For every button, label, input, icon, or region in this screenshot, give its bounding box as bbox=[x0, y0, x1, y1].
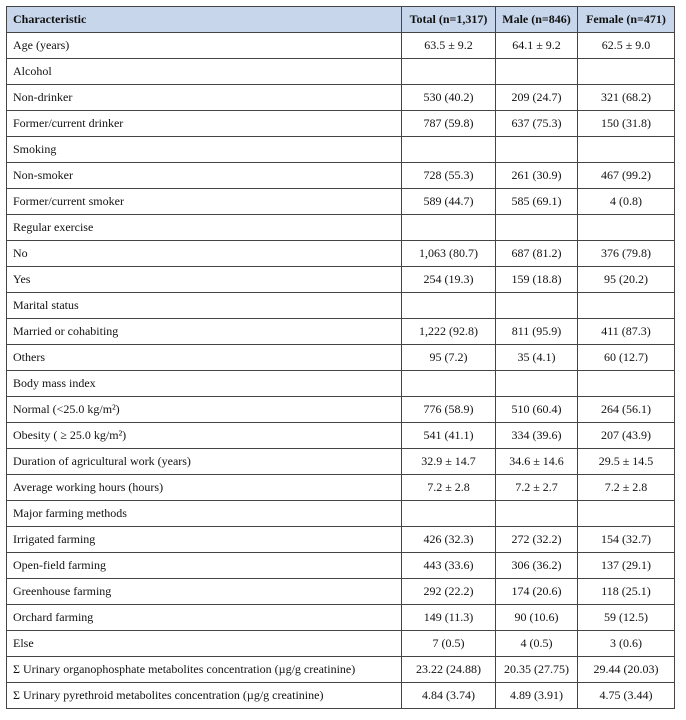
female-cell: 467 (99.2) bbox=[578, 163, 675, 189]
characteristic-cell: Yes bbox=[7, 267, 402, 293]
characteristic-cell: Regular exercise bbox=[7, 215, 402, 241]
total-cell: 728 (55.3) bbox=[402, 163, 496, 189]
male-cell: 585 (69.1) bbox=[496, 189, 578, 215]
total-cell: 23.22 (24.88) bbox=[402, 657, 496, 683]
female-cell: 29.5 ± 14.5 bbox=[578, 449, 675, 475]
female-cell: 321 (68.2) bbox=[578, 85, 675, 111]
table-row bbox=[7, 605, 675, 631]
table-row bbox=[7, 85, 675, 111]
table-row bbox=[7, 657, 675, 683]
male-cell bbox=[496, 293, 578, 319]
female-cell: 4.75 (3.44) bbox=[578, 683, 675, 709]
total-cell: 443 (33.6) bbox=[402, 553, 496, 579]
characteristic-cell: Marital status bbox=[7, 293, 402, 319]
male-cell: 510 (60.4) bbox=[496, 397, 578, 423]
female-cell bbox=[578, 293, 675, 319]
table-row bbox=[7, 475, 675, 501]
characteristic-cell: Others bbox=[7, 345, 402, 371]
female-cell bbox=[578, 501, 675, 527]
characteristics-table bbox=[6, 6, 675, 709]
total-cell: 426 (32.3) bbox=[402, 527, 496, 553]
total-cell bbox=[402, 501, 496, 527]
characteristic-cell: Major farming methods bbox=[7, 501, 402, 527]
table-row bbox=[7, 553, 675, 579]
header-female: Female (n=471) bbox=[578, 7, 675, 33]
total-cell: 95 (7.2) bbox=[402, 345, 496, 371]
total-cell: 4.84 (3.74) bbox=[402, 683, 496, 709]
table-row bbox=[7, 137, 675, 163]
characteristic-cell: Non-smoker bbox=[7, 163, 402, 189]
male-cell: 34.6 ± 14.6 bbox=[496, 449, 578, 475]
male-cell: 7.2 ± 2.7 bbox=[496, 475, 578, 501]
table-row bbox=[7, 189, 675, 215]
characteristic-cell: Σ Urinary organophosphate metabolites concentration (µg/g creatinine) bbox=[7, 657, 402, 683]
total-cell bbox=[402, 371, 496, 397]
female-cell: 7.2 ± 2.8 bbox=[578, 475, 675, 501]
male-cell: 811 (95.9) bbox=[496, 319, 578, 345]
female-cell: 59 (12.5) bbox=[578, 605, 675, 631]
table-row bbox=[7, 501, 675, 527]
table-row bbox=[7, 33, 675, 59]
total-cell: 1,222 (92.8) bbox=[402, 319, 496, 345]
characteristic-cell: Former/current smoker bbox=[7, 189, 402, 215]
table-row bbox=[7, 371, 675, 397]
female-cell: 62.5 ± 9.0 bbox=[578, 33, 675, 59]
table-row bbox=[7, 345, 675, 371]
characteristic-cell: Orchard farming bbox=[7, 605, 402, 631]
female-cell: 29.44 (20.03) bbox=[578, 657, 675, 683]
table-row bbox=[7, 59, 675, 85]
female-cell bbox=[578, 371, 675, 397]
characteristic-cell: No bbox=[7, 241, 402, 267]
table-row bbox=[7, 215, 675, 241]
characteristic-cell: Open-field farming bbox=[7, 553, 402, 579]
female-cell bbox=[578, 137, 675, 163]
table-row bbox=[7, 527, 675, 553]
table-row bbox=[7, 241, 675, 267]
male-cell: 637 (75.3) bbox=[496, 111, 578, 137]
male-cell: 261 (30.9) bbox=[496, 163, 578, 189]
female-cell: 60 (12.7) bbox=[578, 345, 675, 371]
female-cell: 264 (56.1) bbox=[578, 397, 675, 423]
female-cell: 3 (0.6) bbox=[578, 631, 675, 657]
male-cell bbox=[496, 215, 578, 241]
female-cell bbox=[578, 215, 675, 241]
total-cell bbox=[402, 293, 496, 319]
table-row bbox=[7, 267, 675, 293]
table-row bbox=[7, 319, 675, 345]
header-male: Male (n=846) bbox=[496, 7, 578, 33]
total-cell: 541 (41.1) bbox=[402, 423, 496, 449]
characteristic-cell: Obesity ( ≥ 25.0 kg/m²) bbox=[7, 423, 402, 449]
male-cell: 334 (39.6) bbox=[496, 423, 578, 449]
total-cell bbox=[402, 137, 496, 163]
total-cell: 254 (19.3) bbox=[402, 267, 496, 293]
characteristic-cell: Else bbox=[7, 631, 402, 657]
male-cell: 174 (20.6) bbox=[496, 579, 578, 605]
total-cell: 32.9 ± 14.7 bbox=[402, 449, 496, 475]
total-cell: 787 (59.8) bbox=[402, 111, 496, 137]
table-header-row bbox=[7, 7, 675, 33]
total-cell: 292 (22.2) bbox=[402, 579, 496, 605]
total-cell: 149 (11.3) bbox=[402, 605, 496, 631]
table-row bbox=[7, 163, 675, 189]
female-cell: 207 (43.9) bbox=[578, 423, 675, 449]
male-cell: 159 (18.8) bbox=[496, 267, 578, 293]
male-cell: 90 (10.6) bbox=[496, 605, 578, 631]
male-cell: 20.35 (27.75) bbox=[496, 657, 578, 683]
total-cell: 1,063 (80.7) bbox=[402, 241, 496, 267]
table-container bbox=[6, 6, 675, 709]
female-cell: 150 (31.8) bbox=[578, 111, 675, 137]
characteristic-cell: Alcohol bbox=[7, 59, 402, 85]
total-cell bbox=[402, 59, 496, 85]
female-cell: 376 (79.8) bbox=[578, 241, 675, 267]
male-cell bbox=[496, 137, 578, 163]
characteristic-cell: Non-drinker bbox=[7, 85, 402, 111]
male-cell: 306 (36.2) bbox=[496, 553, 578, 579]
female-cell bbox=[578, 59, 675, 85]
table-row bbox=[7, 397, 675, 423]
male-cell: 209 (24.7) bbox=[496, 85, 578, 111]
male-cell: 687 (81.2) bbox=[496, 241, 578, 267]
male-cell bbox=[496, 501, 578, 527]
table-row bbox=[7, 449, 675, 475]
male-cell: 35 (4.1) bbox=[496, 345, 578, 371]
male-cell: 272 (32.2) bbox=[496, 527, 578, 553]
table-row bbox=[7, 111, 675, 137]
characteristic-cell: Average working hours (hours) bbox=[7, 475, 402, 501]
characteristic-cell: Greenhouse farming bbox=[7, 579, 402, 605]
male-cell bbox=[496, 59, 578, 85]
female-cell: 137 (29.1) bbox=[578, 553, 675, 579]
characteristic-cell: Normal (<25.0 kg/m²) bbox=[7, 397, 402, 423]
table-row bbox=[7, 423, 675, 449]
female-cell: 118 (25.1) bbox=[578, 579, 675, 605]
characteristic-cell: Body mass index bbox=[7, 371, 402, 397]
female-cell: 95 (20.2) bbox=[578, 267, 675, 293]
table-body bbox=[7, 33, 675, 709]
table-row bbox=[7, 579, 675, 605]
table-row bbox=[7, 631, 675, 657]
header-characteristic: Characteristic bbox=[7, 7, 402, 33]
characteristic-cell: Former/current drinker bbox=[7, 111, 402, 137]
total-cell: 7.2 ± 2.8 bbox=[402, 475, 496, 501]
female-cell: 4 (0.8) bbox=[578, 189, 675, 215]
female-cell: 411 (87.3) bbox=[578, 319, 675, 345]
total-cell: 776 (58.9) bbox=[402, 397, 496, 423]
total-cell: 63.5 ± 9.2 bbox=[402, 33, 496, 59]
total-cell bbox=[402, 215, 496, 241]
characteristic-cell: Duration of agricultural work (years) bbox=[7, 449, 402, 475]
male-cell: 4 (0.5) bbox=[496, 631, 578, 657]
characteristic-cell: Smoking bbox=[7, 137, 402, 163]
table-row bbox=[7, 683, 675, 709]
total-cell: 589 (44.7) bbox=[402, 189, 496, 215]
male-cell: 64.1 ± 9.2 bbox=[496, 33, 578, 59]
characteristic-cell: Married or cohabiting bbox=[7, 319, 402, 345]
male-cell: 4.89 (3.91) bbox=[496, 683, 578, 709]
male-cell bbox=[496, 371, 578, 397]
characteristic-cell: Σ Urinary pyrethroid metabolites concentration (µg/g creatinine) bbox=[7, 683, 402, 709]
table-row bbox=[7, 293, 675, 319]
characteristic-cell: Irrigated farming bbox=[7, 527, 402, 553]
characteristic-cell: Age (years) bbox=[7, 33, 402, 59]
header-total: Total (n=1,317) bbox=[402, 7, 496, 33]
total-cell: 7 (0.5) bbox=[402, 631, 496, 657]
female-cell: 154 (32.7) bbox=[578, 527, 675, 553]
total-cell: 530 (40.2) bbox=[402, 85, 496, 111]
